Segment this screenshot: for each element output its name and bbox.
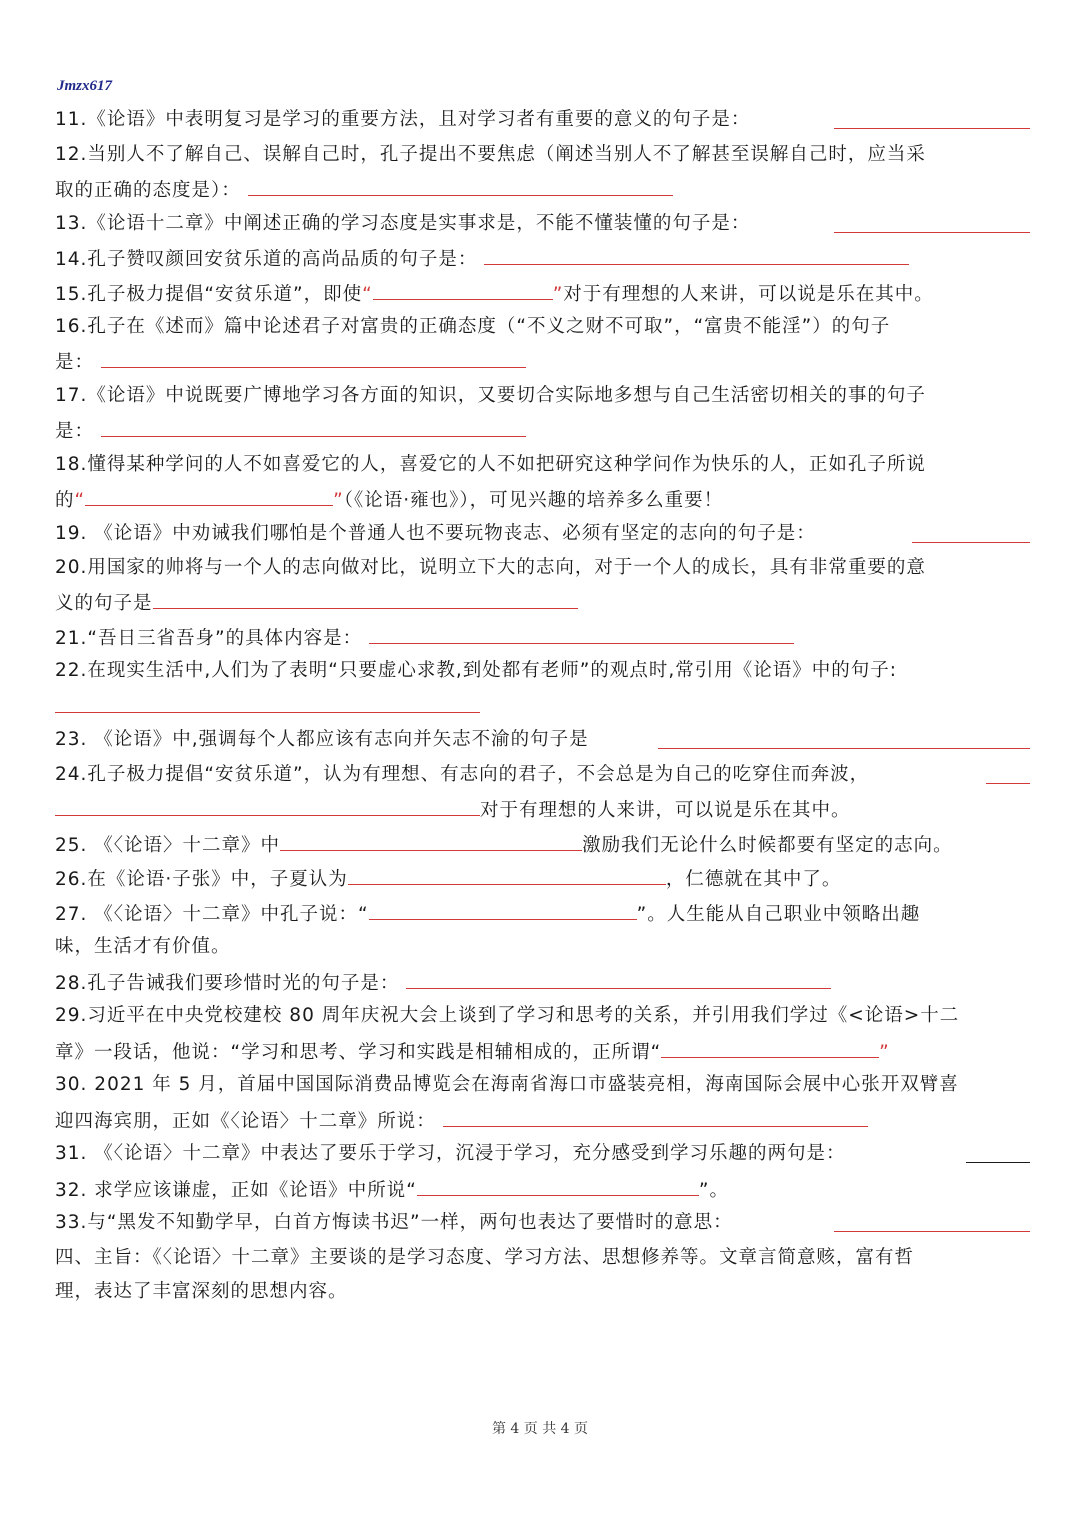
question-31 xyxy=(55,1142,1030,1166)
question-12-cont xyxy=(55,177,1030,203)
close-quote: ” xyxy=(879,1042,890,1063)
question-text: 23. 《论语》中,强调每个人都应该有志向并矢志不渝的句子是 xyxy=(55,729,589,750)
question-text: 20.用国家的帅将与一个人的志向做对比，说明立下大的志向，对于一个人的成长，具有非常重要的意 xyxy=(55,557,926,578)
question-27-cont xyxy=(55,935,1030,959)
page-footer: 第 4 页 共 4 页 xyxy=(491,1421,589,1437)
answer-blank[interactable] xyxy=(348,866,666,885)
question-text: ”。人生能从自己职业中领略出趣 xyxy=(636,904,921,925)
question-29 xyxy=(55,1004,1030,1028)
question-22 xyxy=(55,659,1030,683)
question-17 xyxy=(55,384,1030,408)
question-22-cont xyxy=(55,694,1030,720)
question-18 xyxy=(55,453,1030,477)
question-text: 18.懂得某种学问的人不如喜爱它的人，喜爱它的人不如把研究这种学问作为快乐的人，正如孔子所说 xyxy=(55,454,926,475)
question-16-cont xyxy=(55,349,1030,375)
question-text: 11.《论语》中表明复习是学习的重要方法，且对学习者有重要的意义的句子是： xyxy=(55,109,751,130)
question-text: 27. 《〈论语〉十二章》中孔子说：“ xyxy=(55,904,369,925)
question-text: 味，生活才有价值。 xyxy=(55,936,231,957)
question-text: ，仁德就在其中了。 xyxy=(665,869,842,890)
question-text: 迎四海宾朋，正如《〈论语〉十二章》所说： xyxy=(55,1111,436,1132)
question-15 xyxy=(55,281,1030,307)
open-quote: “ xyxy=(362,284,373,305)
question-19 xyxy=(55,522,1030,546)
question-text: 15.孔子极力提倡“安贫乐道”，即使 xyxy=(55,284,363,305)
question-24 xyxy=(55,763,1030,787)
answer-blank[interactable] xyxy=(153,590,578,609)
answer-blank[interactable] xyxy=(834,232,1030,233)
answer-blank[interactable] xyxy=(986,783,1030,784)
question-text: 22.在现实生活中,人们为了表明“只要虚心求教,到处都有老师”的观点时,常引用《论语》中的句子: xyxy=(55,660,897,681)
question-25 xyxy=(55,832,1030,858)
answer-blank[interactable] xyxy=(280,832,582,851)
answer-blank[interactable] xyxy=(834,128,1030,129)
answer-blank[interactable] xyxy=(248,177,673,196)
question-18-cont xyxy=(55,487,1030,513)
question-text: 义的句子是 xyxy=(55,593,153,614)
question-text: 14.孔子赞叹颜回安贫乐道的高尚品质的句子是： xyxy=(55,249,478,270)
answer-blank[interactable] xyxy=(85,487,333,506)
question-text: 对于有理想的人来讲，可以说是乐在其中。 xyxy=(563,284,934,305)
question-text: 对于有理想的人来讲，可以说是乐在其中。 xyxy=(480,800,851,821)
question-20 xyxy=(55,556,1030,580)
question-13 xyxy=(55,212,1030,236)
answer-blank[interactable] xyxy=(912,542,1030,543)
summary-text: 四、主旨：《〈论语〉十二章》主要谈的是学习态度、学习方法、思想修养等。文章言简意赅，富有哲 xyxy=(55,1247,915,1268)
question-text: 是： xyxy=(55,352,95,373)
question-text: 33.与“黑发不知勤学早，白首方悔读书迟”一样，两句也表达了要惜时的意思： xyxy=(55,1212,733,1233)
answer-blank[interactable] xyxy=(966,1162,1030,1163)
question-32 xyxy=(55,1177,1030,1203)
question-text: 13.《论语十二章》中阐述正确的学习态度是实事求是，不能不懂装懂的句子是： xyxy=(55,213,751,234)
answer-blank[interactable] xyxy=(101,349,526,368)
summary-cont xyxy=(55,1280,1030,1304)
question-30 xyxy=(55,1073,1030,1097)
question-text: ”。 xyxy=(698,1180,729,1201)
answer-blank[interactable] xyxy=(658,748,1030,749)
answer-blank[interactable] xyxy=(369,625,794,644)
question-text: 24.孔子极力提倡“安贫乐道”，认为有理想、有志向的君子，不会总是为自己的吃穿住而奔波， xyxy=(55,764,870,785)
answer-blank[interactable] xyxy=(834,1231,1030,1232)
answer-blank[interactable] xyxy=(55,797,480,816)
summary xyxy=(55,1246,1030,1270)
question-text: 是： xyxy=(55,421,95,442)
question-text: 26.在《论语·子张》中，子夏认为 xyxy=(55,869,348,890)
question-23 xyxy=(55,728,1030,752)
question-33 xyxy=(55,1211,1030,1235)
answer-blank[interactable] xyxy=(101,418,526,437)
question-text: 29.习近平在中央党校建校 80 周年庆祝大会上谈到了学习和思考的关系，并引用我们学过《<论语>十二 xyxy=(55,1005,960,1026)
question-30-cont xyxy=(55,1108,1030,1134)
answer-blank[interactable] xyxy=(369,901,637,920)
question-21 xyxy=(55,625,1030,651)
question-text: 12.当别人不了解自己、误解自己时，孔子提出不要焦虑（阐述当别人不了解甚至误解自己时，应当采 xyxy=(55,144,926,165)
question-text: 19. 《论语》中劝诫我们哪怕是个普通人也不要玩物丧志、必须有坚定的志向的句子是： xyxy=(55,523,816,544)
question-text: 17.《论语》中说既要广博地学习各方面的知识，又要切合实际地多想与自己生活密切相关的事的句子 xyxy=(55,385,926,406)
close-quote: ” xyxy=(552,284,564,305)
question-text: 32. 求学应该谦虚，正如《论语》中所说“ xyxy=(55,1180,417,1201)
open-quote: “ xyxy=(74,490,86,511)
answer-blank[interactable] xyxy=(661,1039,879,1058)
question-text: （《论语·雍也》），可见兴趣的培养多么重要！ xyxy=(343,490,724,511)
answer-blank[interactable] xyxy=(55,694,480,713)
question-24-cont xyxy=(55,797,1030,823)
question-27 xyxy=(55,901,1030,927)
question-28 xyxy=(55,970,1030,996)
question-text: 28.孔子告诫我们要珍惜时光的句子是： xyxy=(55,973,400,994)
question-14 xyxy=(55,246,1030,272)
question-text: 30. 2021 年 5 月，首届中国国际消费品博览会在海南省海口市盛装亮相，海南国际会展中心张开双臂喜 xyxy=(55,1074,959,1095)
close-quote: ” xyxy=(333,490,344,511)
question-text: 25. 《〈论语〉十二章》中 xyxy=(55,835,281,856)
question-16 xyxy=(55,315,1030,339)
question-text: 章》一段话，他说：“学习和思考、学习和实践是相辅相成的，正所谓“ xyxy=(55,1042,662,1063)
question-26 xyxy=(55,866,1030,892)
summary-text: 理，表达了丰富深刻的思想内容。 xyxy=(55,1281,348,1302)
question-text: 31. 《〈论语〉十二章》中表达了要乐于学习，沉浸于学习，充分感受到学习乐趣的两句是： xyxy=(55,1143,846,1164)
question-17-cont xyxy=(55,418,1030,444)
question-20-cont xyxy=(55,590,1030,616)
answer-blank[interactable] xyxy=(373,281,553,300)
question-text: 的 xyxy=(55,490,75,511)
question-text: 取的正确的态度是）： xyxy=(55,180,241,201)
question-11 xyxy=(55,108,1030,132)
question-12 xyxy=(55,143,1030,167)
answer-blank[interactable] xyxy=(484,246,909,265)
question-29-cont xyxy=(55,1039,1030,1065)
answer-blank[interactable] xyxy=(406,970,831,989)
answer-blank[interactable] xyxy=(443,1108,868,1127)
question-text: 16.孔子在《述而》篇中论述君子对富贵的正确态度（“不义之财不可取”，“富贵不能淫”）的句子 xyxy=(55,316,891,337)
question-text: 21.“吾日三省吾身”的具体内容是： xyxy=(55,628,363,649)
question-text: 激励我们无论什么时候都要有坚定的志向。 xyxy=(582,835,953,856)
watermark: Jmzx617 xyxy=(57,78,113,94)
answer-blank[interactable] xyxy=(417,1177,699,1196)
